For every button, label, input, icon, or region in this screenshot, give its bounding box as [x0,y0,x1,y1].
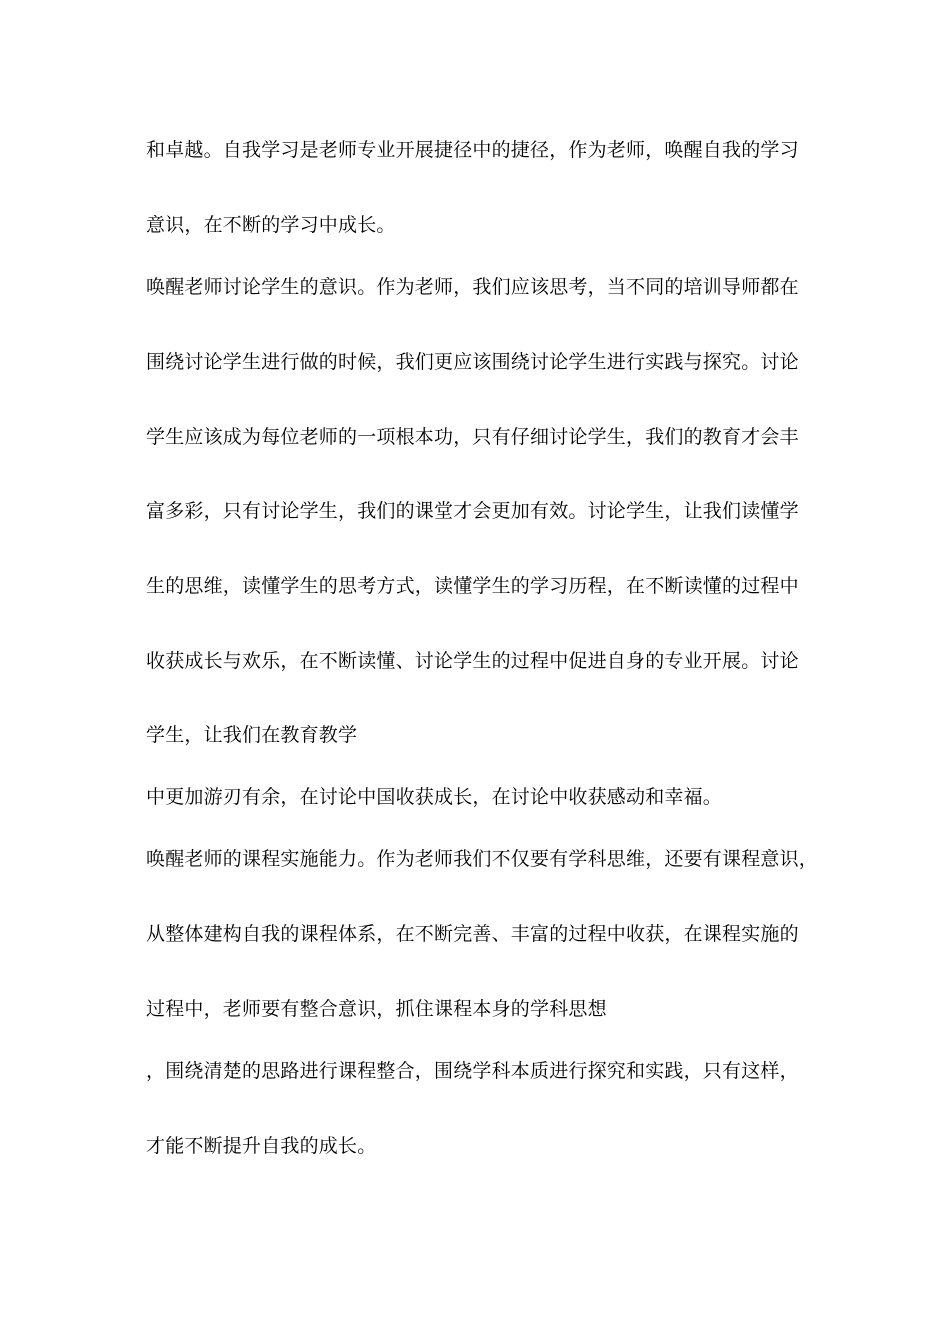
text-line: ，围绕清楚的思路进行课程整合，围绕学科本质进行探究和实践，只有这样， [146,1060,799,1082]
text-line: 中更加游刃有余，在讨论中国收获成长，在讨论中收获感动和幸福。 [146,786,723,808]
text-line: 收获成长与欢乐，在不断读懂、讨论学生的过程中促进自身的专业开展。讨论 [146,650,799,672]
text-line: 过程中，老师要有整合意识，抓住课程本身的学科思想 [146,998,607,1020]
text-line: 才能不断提升自我的成长。 [146,1135,377,1157]
text-line: 唤醒老师讨论学生的意识。作为老师，我们应该思考，当不同的培训导师都在 [146,276,799,298]
text-line: 唤醒老师的课程实施能力。作为老师我们不仅要有学科思维，还要有课程意识， [146,848,819,870]
text-line: 从整体建构自我的课程体系，在不断完善、丰富的过程中收获，在课程实施的 [146,923,799,945]
text-line: 学生应该成为每位老师的一项根本功，只有仔细讨论学生，我们的教育才会丰 [146,426,799,448]
text-line: 学生，让我们在教育教学 [146,724,358,746]
text-line: 富多彩，只有讨论学生，我们的课堂才会更加有效。讨论学生，让我们读懂学 [146,500,799,522]
text-line: 生的思维，读懂学生的思考方式，读懂学生的学习历程，在不断读懂的过程中 [146,575,799,597]
text-line: 围绕讨论学生进行做的时候，我们更应该围绕讨论学生进行实践与探究。讨论 [146,351,799,373]
text-line: 和卓越。自我学习是老师专业开展捷径中的捷径，作为老师，唤醒自我的学习 [146,139,799,161]
text-line: 意识，在不断的学习中成长。 [146,214,396,236]
